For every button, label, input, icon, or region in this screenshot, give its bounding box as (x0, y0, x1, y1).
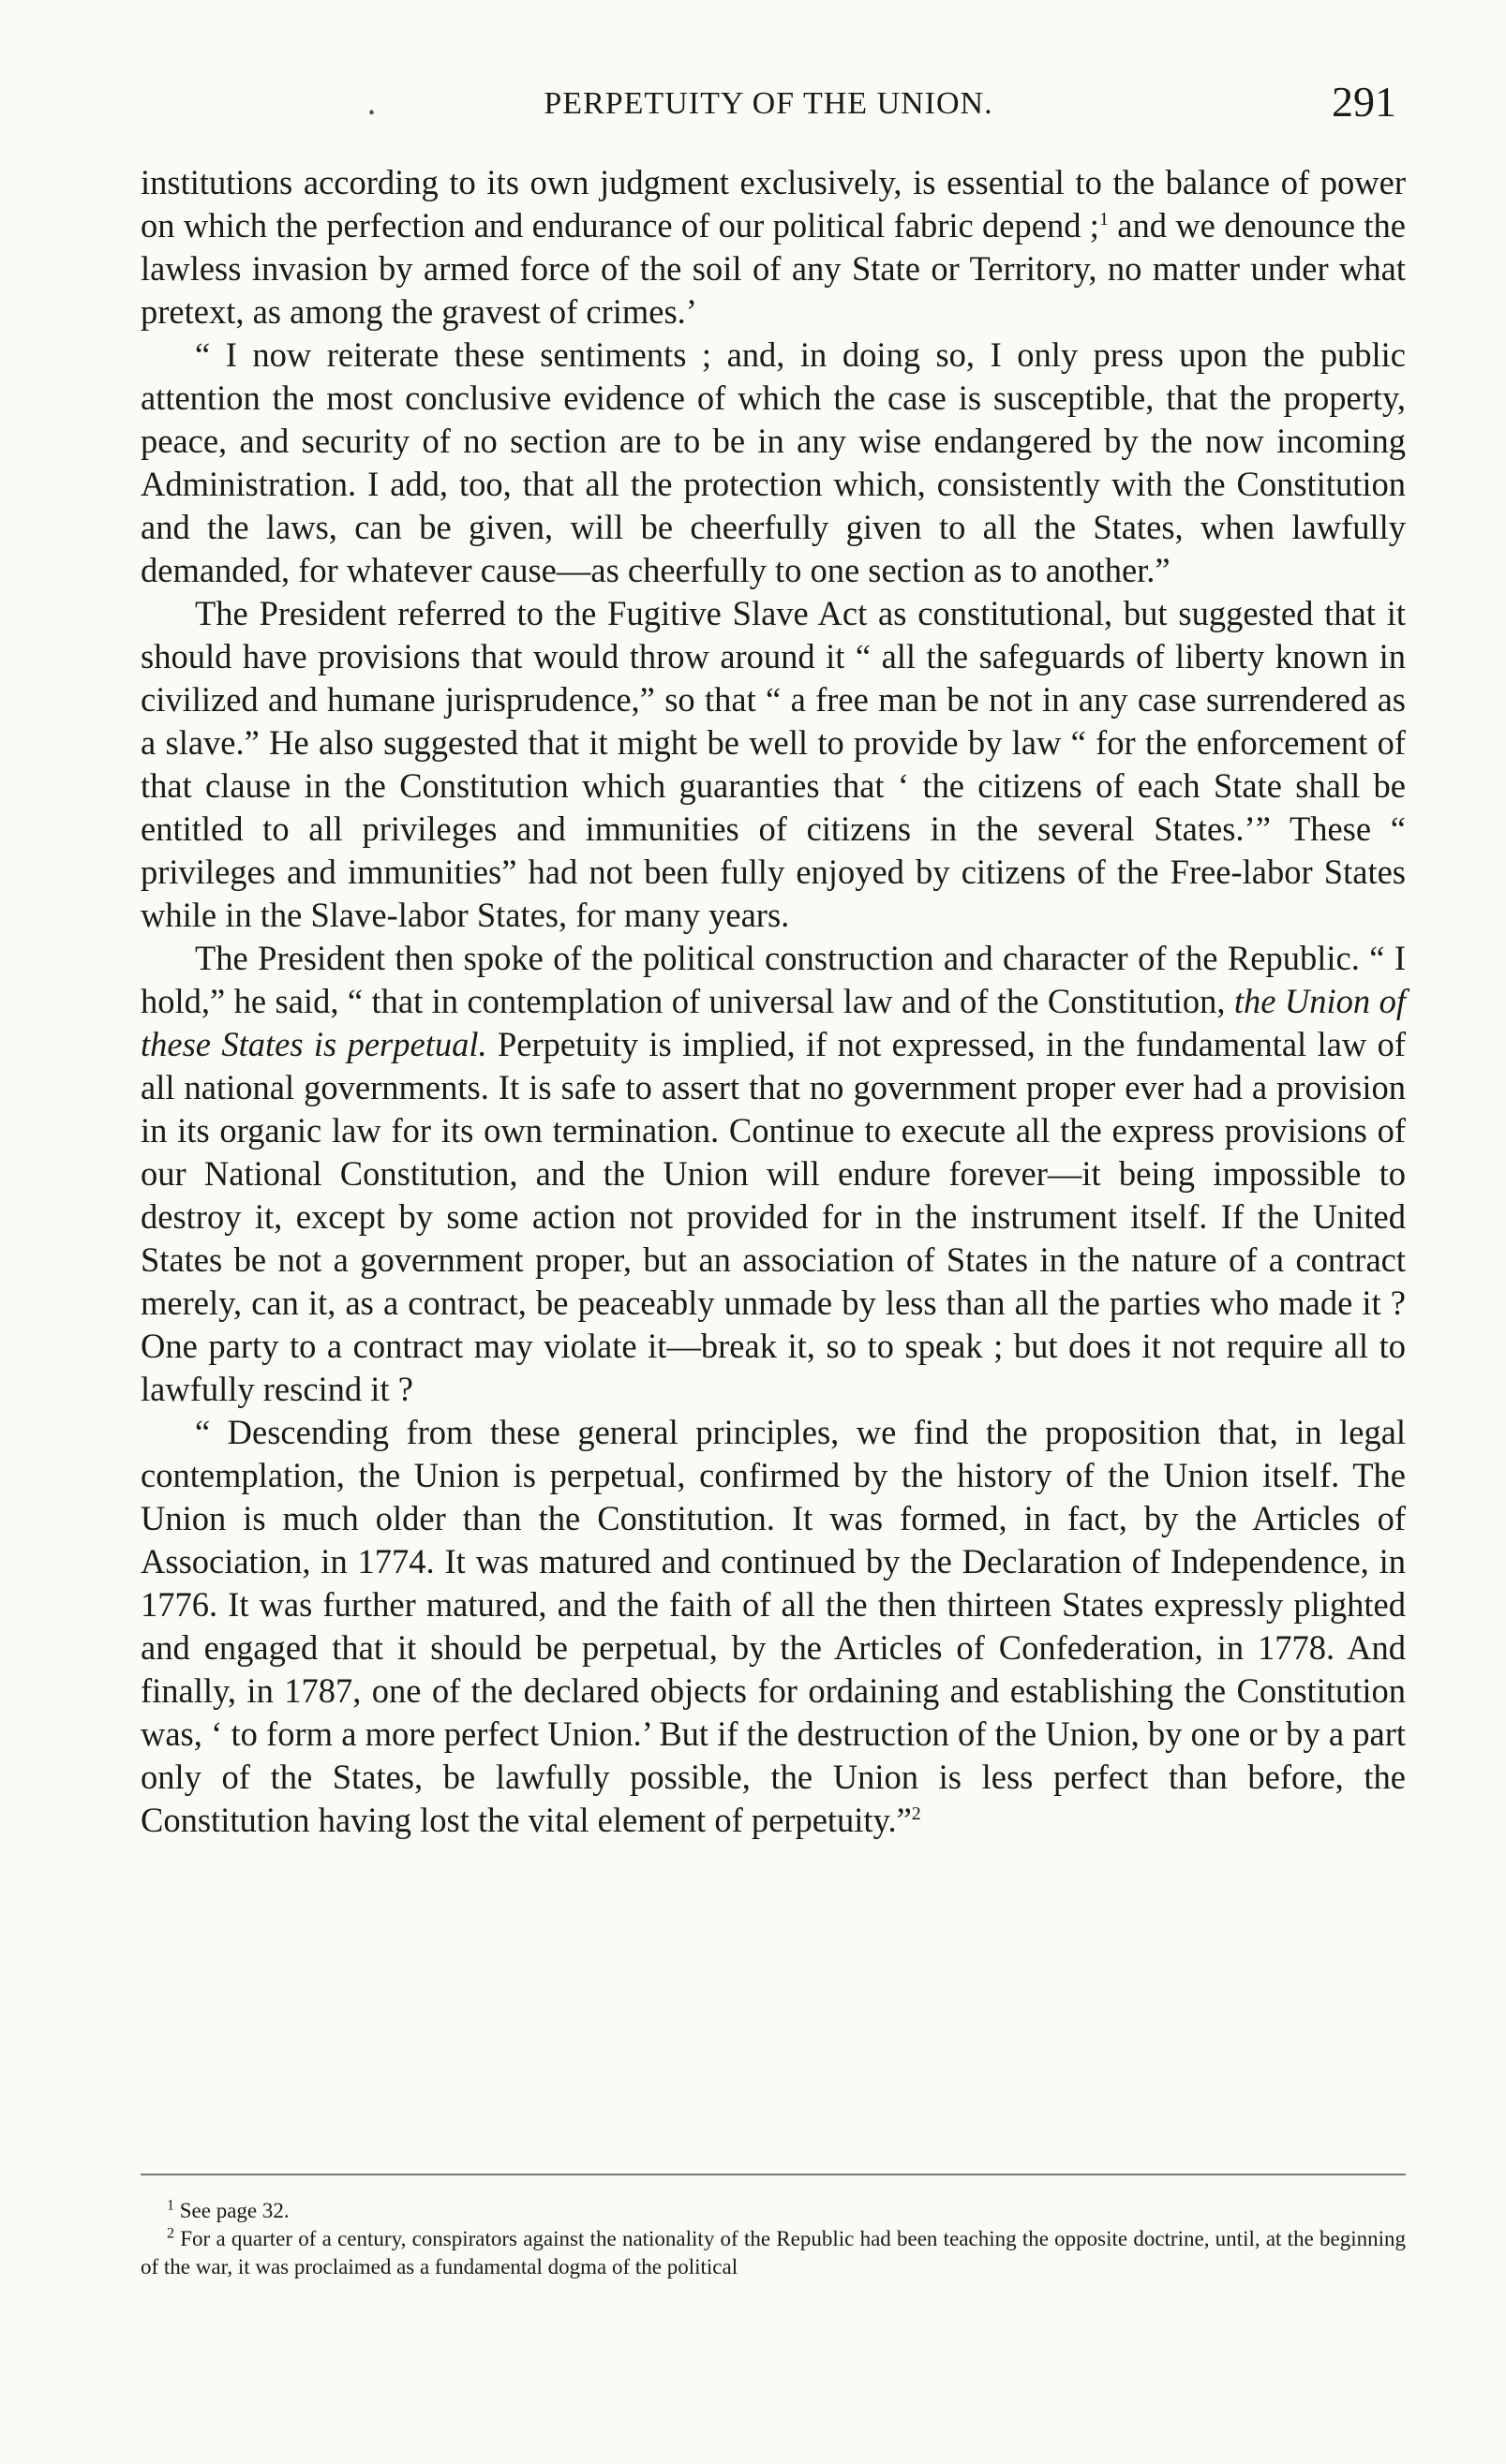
footnote-2 (141, 2225, 1406, 2281)
footnotes (141, 2197, 1406, 2281)
paragraph-1 (141, 161, 1406, 334)
header-mark: • (368, 103, 376, 124)
paragraph-5-text: “ Descending from these general principles, we find the proposition that, in legal contemplation, the Union is perpetual, confirmed by the history of the Union itself. The Union is much older than the Constitution. It was formed, in fact, by the Articles of Association, in 1774. It was matured and continued by the Declaration of Independence, in 1776. It was further matured, and the faith of all the then thirteen States expressly plighted and engaged that it should be perpetual, by the Articles of Confederation, in 1778. And finally, in 1787, one of the declared objects for ordaining and establishing the Constitution was, ‘ to form a more perfect Union.’ But if the destruction of the Union, by one or by a part only of the States, be lawfully possible, the Union is less perfect than before, the Constitution having lost the vital element of perpetuity.” (141, 1413, 1406, 1839)
paragraph-5 (141, 1411, 1406, 1842)
paragraph-4-rest: Perpetuity is implied, if not expressed, in the fundamental law of all national governments. It is safe to assert that no government proper ever had a provision in its organic law for its own termination. Continue to execute all the express provisions of our National Constitution, and the Union will endure forever—it being impossible to destroy it, except by some action not provided for in the instrument itself. If the United States be not a government proper, but an association of States in the nature of a contract merely, can it, as a contract, be peaceably unmade by less than all the parties who made it ? One party to a contract may violate it—break it, so to speak ; but does it not require all to lawfully rescind it ? (141, 1025, 1406, 1408)
paragraph-3: The President referred to the Fugitive Slave Act as constitutional, but suggested that it should have provisions that would throw around it “ all the safeguards of liberty known in civilized and humane jurisprudence,” so that “ a free man be not in any case surrendered as a slave.” He also suggested that it might be well to provide by law “ for the enforcement of that clause in the Constitution which guaranties that ‘ the citizens of each State shall be entitled to all privileges and immunities of citizens in the several States.’” These “ privileges and immunities” had not been fully enjoyed by citizens of the Free-labor States while in the Slave-labor States, for many years. (141, 594, 1406, 934)
paragraph-4-text: The President then spoke of the political construction and character of the Republic. “ I hold,” he said, “ that in contemplation of universal law and of the Constitution, (141, 939, 1406, 1020)
page-number: 291 (1332, 78, 1396, 126)
footnote-ref-2: 2 (911, 1803, 921, 1824)
paragraph-4-emphasis: the Union of these States is perpetual. (141, 982, 1406, 1063)
paragraph-1-rest: and we denounce the lawless invasion by armed force of the soil of any State or Territory, no matter under what pretext, as among the gravest of crimes.’ (141, 206, 1406, 331)
paragraph-4 (141, 937, 1406, 1411)
paragraph-2: “ I now reiterate these sentiments ; and, in doing so, I only press upon the public attention the most conclusive evidence of which the case is susceptible, that the property, peace, and security of no section are to be in any wise endangered by the now incoming Administration. I add, too, that all the protection which, consistently with the Constitution and the laws, can be given, will be cheerfully given to all the States, when lawfully demanded, for whatever cause—as cheerfully to one section as to another.” (141, 335, 1406, 589)
footnote-ref-1: 1 (1098, 208, 1109, 230)
body-text (141, 161, 1406, 1842)
footnote-1-marker: 1 (167, 2197, 174, 2214)
footnote-1 (141, 2197, 1406, 2225)
footnote-2-marker: 2 (167, 2225, 174, 2242)
paragraph-1-text: institutions according to its own judgment exclusively, is essential to the balance of power on which the perfection and endurance of our political fabric depend ; (141, 163, 1406, 245)
footnote-divider (141, 2174, 1406, 2175)
running-title: PERPETUITY OF THE UNION. (544, 86, 993, 121)
footnote-1-text: See page 32. (179, 2199, 290, 2222)
footnote-2-text: For a quarter of a century, conspirators against the nationality of the Republic had been teaching the opposite doctrine, until, at the beginning of the war, it was proclaimed as a fundamental dogma of the political (141, 2227, 1407, 2278)
page-header (141, 77, 1396, 133)
